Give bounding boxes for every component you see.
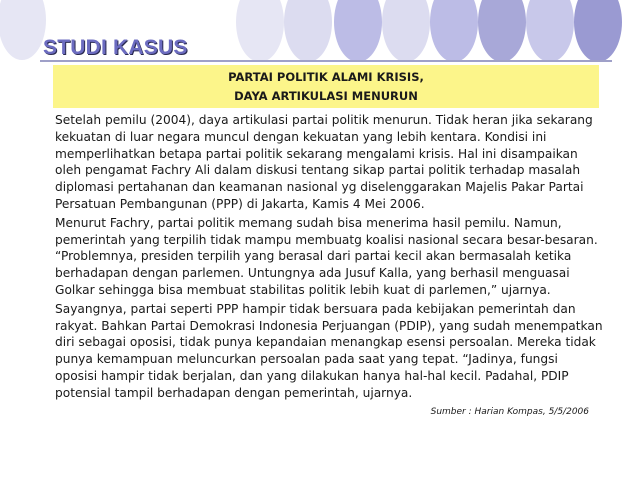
paragraph-3: Sayangnya, partai seperti PPP hampir tidak bersuara pada kebijakan pemerintah dan rakyat. Bahkan Partai Demokrasi Indonesia Perjuangan (PDIP), yang sudah menempatkan diri sebagai oposisi, tidak punya kepandaian menangkap esensi persoalan. Mereka tidak punya kemampuan meluncurkan persoalan pada saat yang tepat. “Jadinya, fungsi oposisi hampir tidak berjalan, dan yang dilakukan hanya hal-hal kecil. Padahal, PDIP potensial tampil berhadapan dengan pemerintah, ujarnya. xyxy=(55,301,603,400)
title-divider xyxy=(40,60,612,62)
heading-line-1: PARTAI POLITIK ALAMI KRISIS, xyxy=(228,69,424,84)
article-body xyxy=(55,112,603,420)
decor-circle xyxy=(284,0,332,62)
decor-circle xyxy=(430,0,478,62)
decor-circle xyxy=(382,0,430,62)
decor-circle xyxy=(334,0,382,62)
paragraph-1: Setelah pemilu (2004), daya artikulasi partai politik menurun. Tidak heran jika sekarang kekuatan di luar negara muncul dengan kekuatan yang lebih kentara. Kondisi ini memperlihatkan betapa partai politik sekarang mengalami krisis. Hal ini disampaikan oleh pengamat Fachry Ali dalam diskusi tentang sikap partai politik terhadap masalah diplomasi pertahanan dan keamanan nasional yg diselenggarakan Majelis Pakar Partai Persatuan Pembangunan (PPP) di Jakarta, Kamis 4 Mei 2006. xyxy=(55,113,593,211)
decor-circle xyxy=(0,0,46,60)
decor-circle xyxy=(236,0,284,62)
paragraph-2: Menurut Fachry, partai politik memang sudah bisa menerima hasil pemilu. Namun, pemerintah yang terpilih tidak mampu membuatg koalisi nasional secara besar-besaran. “Problemnya, presiden terpilih yang berasal dari partai kecil akan bermasalah ketika berhadapan dengan parlemen. Untungnya ada Jusuf Kalla, yang berhasil menguasai Golkar sehingga bisa membuat stabilitas politik lebih kuat di parlemen,” ujarnya. xyxy=(55,215,598,297)
decor-circle xyxy=(526,0,574,62)
decor-circle xyxy=(478,0,526,62)
source-citation: Sumber : Harian Kompas, 5/5/2006 xyxy=(430,406,589,417)
slide-title: STUDI KASUS xyxy=(43,36,188,59)
article-heading xyxy=(53,65,599,108)
heading-line-2: DAYA ARTIKULASI MENURUN xyxy=(234,88,418,103)
decor-circle xyxy=(574,0,622,62)
